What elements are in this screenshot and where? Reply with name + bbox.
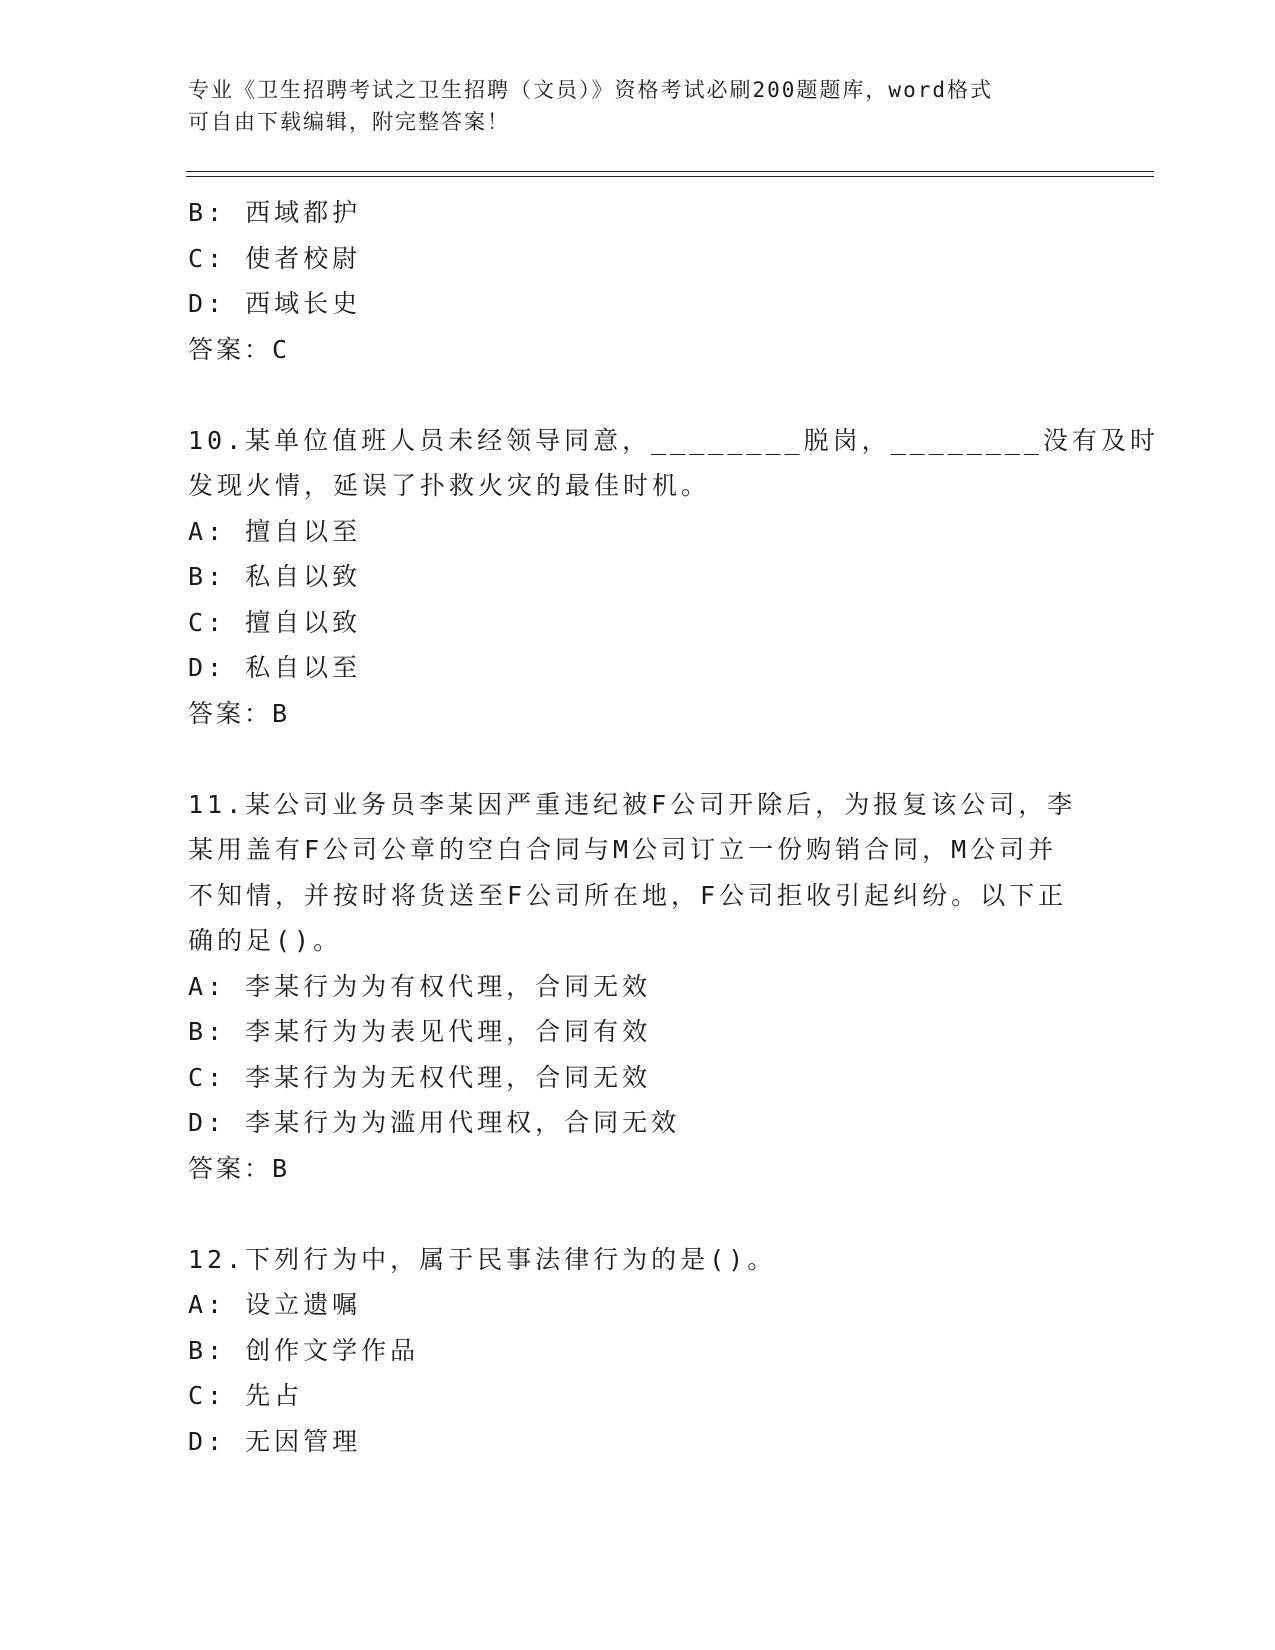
question-stem-line: 不知情，并按时将货送至F公司所在地，F公司拒收引起纠纷。以下正 [188, 880, 1068, 910]
option-b: B: 创作文学作品 [188, 1335, 420, 1365]
question-stem-line: 10.某单位值班人员未经领导同意，________脱岗，________没有及时 [188, 425, 1159, 455]
option-b: B: 李某行为为表见代理，合同有效 [188, 1017, 652, 1046]
question-10 [188, 418, 1159, 737]
question-12 [188, 1237, 1088, 1465]
spacer [188, 736, 1088, 782]
option-d: D: 李某行为为滥用代理权，合同无效 [188, 1108, 681, 1137]
header-divider-top [186, 171, 1154, 172]
option-a: A: 李某行为为有权代理，合同无效 [188, 971, 652, 1001]
option-d: D: 无因管理 [188, 1426, 362, 1456]
question-11 [188, 782, 1088, 1192]
option-d: D: 西域长史 [188, 289, 362, 318]
question-stem-line: 12.下列行为中，属于民事法律行为的是()。 [188, 1244, 777, 1274]
option-b: B: 西域都护 [188, 198, 362, 227]
question-stem-line: 确的足()。 [188, 926, 343, 955]
option-c: C: 使者校尉 [188, 243, 362, 273]
answer-line: 答案：B [188, 698, 291, 728]
answer-line: 答案：B [188, 1153, 291, 1183]
header-line-1: 专业《卫生招聘考试之卫生招聘（文员）》资格考试必刷200题题库，word格式 [188, 78, 993, 102]
option-c: C: 先占 [188, 1381, 304, 1410]
option-c: C: 擅自以致 [188, 607, 362, 637]
question-stem-line: 发现火情，延误了扑救火灾的最佳时机。 [188, 471, 711, 500]
option-b: B: 私自以致 [188, 562, 362, 591]
document-header [188, 74, 1068, 138]
answer-line: 答案：C [188, 334, 291, 364]
option-a: A: 擅自以至 [188, 516, 362, 546]
spacer [188, 372, 1088, 418]
option-d: D: 私自以至 [188, 653, 362, 682]
option-a: A: 设立遗嘱 [188, 1290, 362, 1319]
question-stem-line: 某用盖有F公司公章的空白合同与M公司订立一份购销合同，M公司并 [188, 835, 1058, 864]
spacer [188, 1191, 1088, 1237]
header-line-2: 可自由下载编辑，附完整答案！ [188, 110, 510, 134]
option-c: C: 李某行为为无权代理，合同无效 [188, 1062, 652, 1092]
question-stem-line: 11.某公司业务员李某因严重违纪被F公司开除后，为报复该公司，李 [188, 789, 1077, 819]
question-9-tail [188, 190, 1088, 372]
header-divider-bottom [186, 176, 1154, 177]
question-content [188, 190, 1159, 1464]
